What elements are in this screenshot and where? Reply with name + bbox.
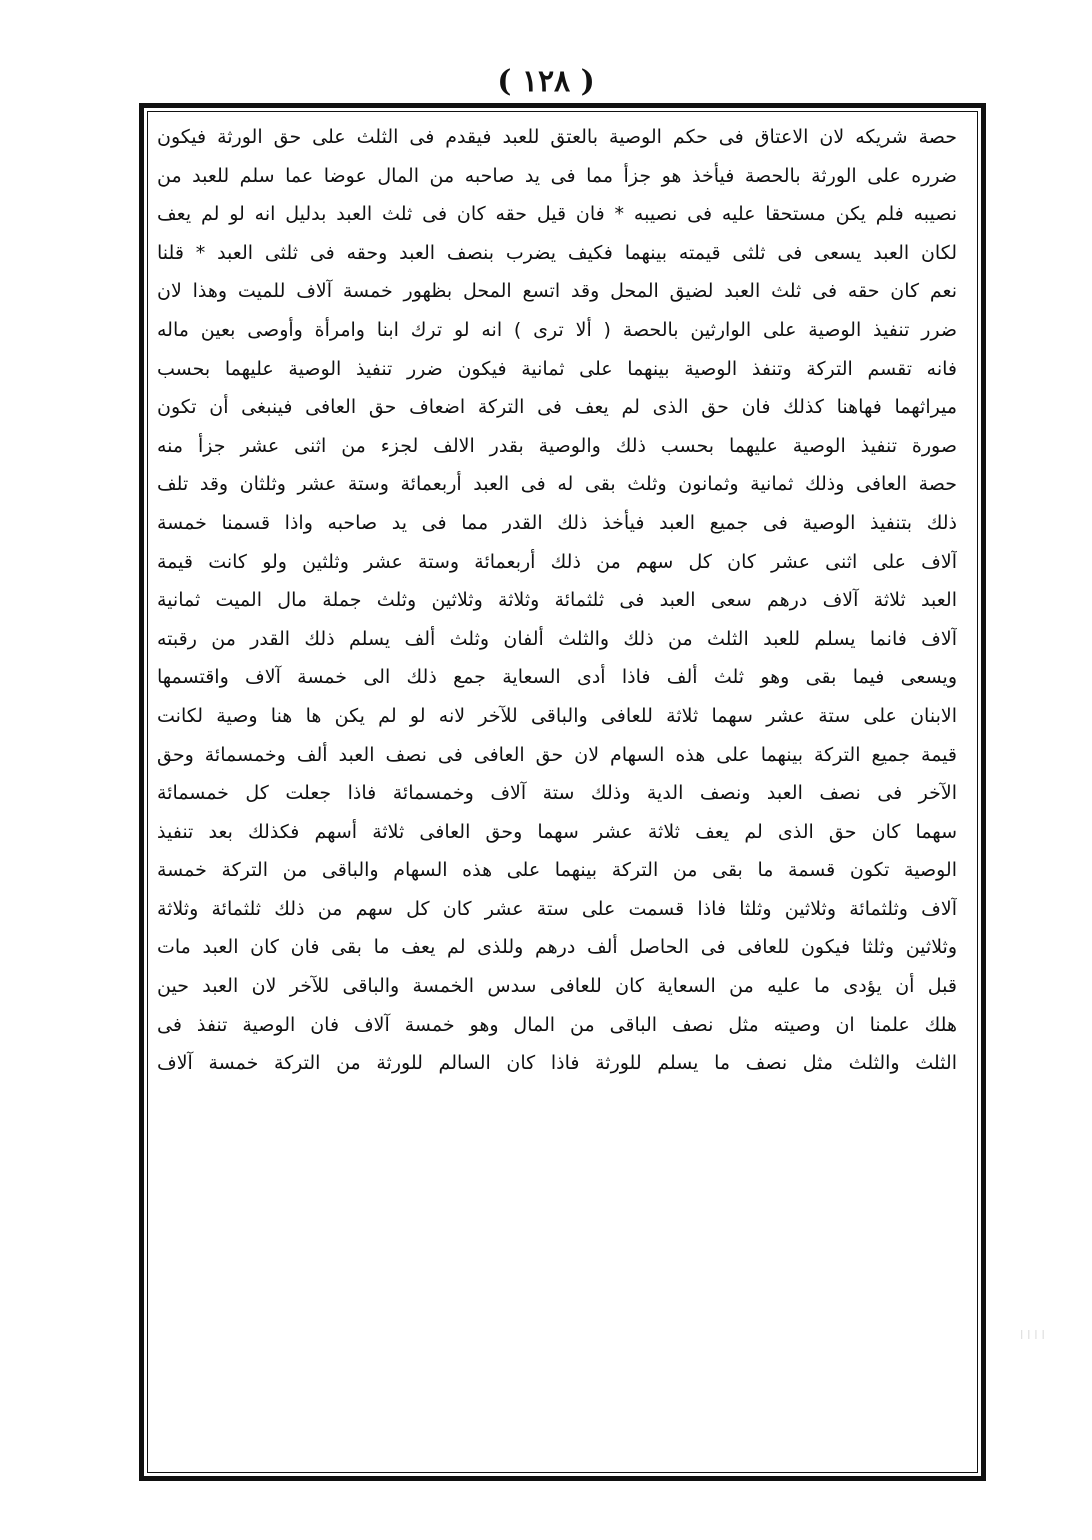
text-line: حصة شريكه لان الاعتاق فى حكم الوصية بالعتق للعبد فيقدم فى الثلث على حق الورثة فيكون (157, 126, 957, 148)
text-line: ميراثهما فهاهنا كذلك فان حق الذى لم يعف فى التركة اضعاف حق العافى فينبغى أن تكون (157, 396, 957, 419)
text-line: الثلث والثلث مثل نصف ما يسلم للورثة فاذا كان السالم للورثة من التركة خمسة آلاف (157, 1052, 957, 1075)
text-line: حصة العافى وذلك ثمانية وثمانون وثلث بقى له فى العبد أربعمائة وستة عشر وثلثان وقد تلف (157, 473, 957, 496)
text-line: لكان العبد يسعى فى ثلثى قيمته بينهما فكيف يضرب بنصف العبد وحقه فى ثلثى العبد * قلنا (157, 241, 957, 264)
text-line: قبل أن يؤدى ما عليه من السعاية كان للعافى سدس الخمسة والباقى للآخر لان العبد حين (157, 975, 957, 998)
text-line: آلاف فانما يسلم للعبد الثلث من ذلك والثلث ألفان وثلث ألف يسلم ذلك القدر من رقبته (157, 627, 957, 650)
text-line: صورة تنفيذ الوصية عليهما بحسب ذلك والوصية بقدر الالف لجزء من اثنى عشر جزأ منه (157, 434, 957, 457)
text-line: آلاف على اثنى عشر كان كل سهم من ذلك أربعمائة وستة عشر وثلثين ولو كانت قيمة (157, 550, 957, 573)
main-text-block (157, 118, 957, 1468)
text-line: الوصية تكون قسمة ما بقى من التركة بينهما على هذه السهام والباقى من التركة خمسة (157, 859, 957, 882)
margin-bleed-mark: ا ا ا ا (1020, 1328, 1045, 1342)
text-line: آلاف وثلثمائة وثلاثين وثلثا فاذا قسمت على ستة عشر كان كل سهم من ذلك ثلثمائة وثلاثة (157, 897, 957, 920)
text-line: العبد ثلاثة آلاف درهم سعى العبد فى ثلثمائة وثلاثة وثلاثين وثلث جملة مال الميت ثمانية (157, 589, 957, 612)
text-line: ذلك بتنفيذ الوصية فى جميع العبد فيأخذ ذلك القدر مما فى يد صاحبه واذا قسمنا خمسة (157, 511, 957, 534)
text-line: ويسعى فيما بقى وهو ثلث ألف فاذا أدى السعاية جمع ذلك الى خمسة آلاف واقتسمها (157, 666, 957, 689)
text-line: وثلاثين وثلثا فيكون للعافى فى الحاصل ألف درهم وللذى لم يعف ما بقى فان كان العبد مات (157, 936, 957, 959)
text-line: نعم كان حقه فى ثلث العبد لضيق المحل وقد اتسع المحل بظهور خمسة آلاف للميت وهذا لان (157, 280, 957, 303)
text-line: فانه تقسم التركة وتنفذ الوصية بينهما على ثمانية فيكون ضرر تنفيذ الوصية عليهما بحسب (157, 357, 957, 380)
page-number: ( ١٢٨ ) (497, 64, 595, 99)
text-line: سهما كان حق الذى لم يعف ثلاثة عشر سهما وحق العافى ثلاثة أسهم فكذلك بعد تنفيذ (157, 820, 957, 843)
text-line: ضرره على الورثة بالحصة فيأخذ هو جزأ مما فى يد صاحبه من المال عوضا عما سلم للعبد من (157, 164, 957, 187)
text-line: الآخر فى نصف العبد ونصف الدية وذلك ستة آلاف وخمسمائة فاذا جعلت كل خمسمائة (157, 782, 957, 805)
text-line: قيمة جميع التركة بينهما على هذه السهام لان حق العافى فى نصف العبد ألف وخمسمائة وحق (157, 743, 957, 766)
text-line: هلك علمنا ان وصيته مثل نصف الباقى من المال وهو خمسة آلاف فان الوصية تنفذ فى (157, 1013, 957, 1036)
text-line: ضرر تنفيذ الوصية على الوارثين بالحصة ( ألا ترى ) انه لو ترك ابنا وامرأة وأوصى بعين ماله (157, 318, 957, 341)
text-line: الابنان على ستة عشر سهما ثلاثة للعافى والباقى للآخر لانه لو لم يكن ها هنا وصية لكانت (157, 704, 957, 727)
text-line: نصيبه فلم يكن مستحقا عليه فى نصيبه * فان قيل حقه كان فى ثلث العبد بدليل انه لو لم يعف (157, 203, 957, 226)
